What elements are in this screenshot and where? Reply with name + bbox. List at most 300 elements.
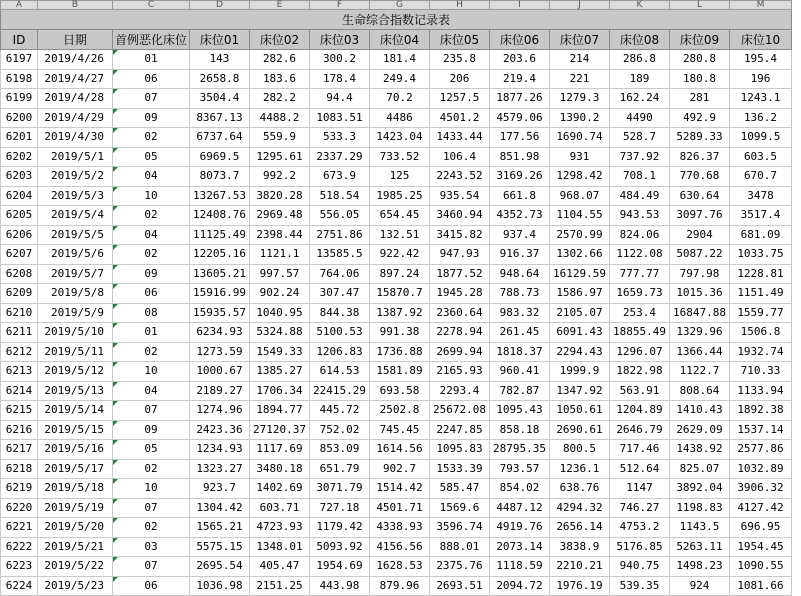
value-cell[interactable]: 3596.74 (430, 518, 490, 538)
value-cell[interactable]: 282.2 (250, 89, 310, 109)
bed-cell[interactable]: 04 (113, 381, 190, 401)
value-cell[interactable]: 1104.55 (550, 206, 610, 226)
column-header-letter[interactable]: L (670, 1, 730, 10)
value-cell[interactable]: 992.2 (250, 167, 310, 187)
value-cell[interactable]: 1822.98 (610, 362, 670, 382)
date-cell[interactable]: 2019/5/1 (38, 147, 113, 167)
id-cell[interactable]: 6204 (1, 186, 38, 206)
value-cell[interactable]: 2690.61 (550, 420, 610, 440)
value-cell[interactable]: 4156.56 (370, 537, 430, 557)
id-cell[interactable]: 6212 (1, 342, 38, 362)
value-cell[interactable]: 1296.07 (610, 342, 670, 362)
value-cell[interactable]: 670.7 (730, 167, 792, 187)
value-cell[interactable]: 1298.42 (550, 167, 610, 187)
value-cell[interactable]: 824.06 (610, 225, 670, 245)
value-cell[interactable]: 1204.89 (610, 401, 670, 421)
value-cell[interactable]: 195.4 (730, 50, 792, 70)
value-cell[interactable]: 2375.76 (430, 557, 490, 577)
value-cell[interactable]: 15935.57 (190, 303, 250, 323)
value-cell[interactable]: 854.02 (490, 479, 550, 499)
value-cell[interactable]: 1433.44 (430, 128, 490, 148)
value-cell[interactable]: 518.54 (310, 186, 370, 206)
value-cell[interactable]: 2629.09 (670, 420, 730, 440)
value-cell[interactable]: 1302.66 (550, 245, 610, 265)
value-cell[interactable]: 1179.42 (310, 518, 370, 538)
value-cell[interactable]: 253.4 (610, 303, 670, 323)
value-cell[interactable]: 1234.93 (190, 440, 250, 460)
column-header[interactable]: 日期 (38, 30, 113, 50)
date-cell[interactable]: 2019/5/6 (38, 245, 113, 265)
value-cell[interactable]: 1581.89 (370, 362, 430, 382)
value-cell[interactable]: 5575.15 (190, 537, 250, 557)
value-cell[interactable]: 888.01 (430, 537, 490, 557)
bed-cell[interactable]: 02 (113, 459, 190, 479)
value-cell[interactable]: 221 (550, 69, 610, 89)
value-cell[interactable]: 2105.07 (550, 303, 610, 323)
value-cell[interactable]: 4919.76 (490, 518, 550, 538)
value-cell[interactable]: 4487.12 (490, 498, 550, 518)
value-cell[interactable]: 1945.28 (430, 284, 490, 304)
value-cell[interactable]: 6969.5 (190, 147, 250, 167)
column-header[interactable]: 床位03 (310, 30, 370, 50)
value-cell[interactable]: 28795.35 (490, 440, 550, 460)
bed-cell[interactable]: 07 (113, 557, 190, 577)
value-cell[interactable]: 1122.08 (610, 245, 670, 265)
value-cell[interactable]: 528.7 (610, 128, 670, 148)
value-cell[interactable]: 1348.01 (250, 537, 310, 557)
value-cell[interactable]: 2278.94 (430, 323, 490, 343)
value-cell[interactable]: 2699.94 (430, 342, 490, 362)
value-cell[interactable]: 968.07 (550, 186, 610, 206)
value-cell[interactable]: 947.93 (430, 245, 490, 265)
value-cell[interactable]: 793.57 (490, 459, 550, 479)
value-cell[interactable]: 206 (430, 69, 490, 89)
id-cell[interactable]: 6209 (1, 284, 38, 304)
value-cell[interactable]: 770.68 (670, 167, 730, 187)
value-cell[interactable]: 25672.08 (430, 401, 490, 421)
column-header-letter[interactable]: H (430, 1, 490, 10)
value-cell[interactable]: 286.8 (610, 50, 670, 70)
bed-cell[interactable]: 07 (113, 89, 190, 109)
value-cell[interactable]: 2656.14 (550, 518, 610, 538)
column-header[interactable]: 首例恶化床位 (113, 30, 190, 50)
value-cell[interactable]: 943.53 (610, 206, 670, 226)
value-cell[interactable]: 4294.32 (550, 498, 610, 518)
value-cell[interactable]: 4486 (370, 108, 430, 128)
bed-cell[interactable]: 02 (113, 245, 190, 265)
value-cell[interactable]: 2570.99 (550, 225, 610, 245)
bed-cell[interactable]: 05 (113, 147, 190, 167)
value-cell[interactable]: 2151.25 (250, 576, 310, 596)
date-cell[interactable]: 2019/5/10 (38, 323, 113, 343)
value-cell[interactable]: 708.1 (610, 167, 670, 187)
date-cell[interactable]: 2019/5/15 (38, 420, 113, 440)
column-header-letter[interactable]: A (1, 1, 38, 10)
column-header-letter[interactable]: G (370, 1, 430, 10)
date-cell[interactable]: 2019/5/11 (38, 342, 113, 362)
value-cell[interactable]: 1147 (610, 479, 670, 499)
value-cell[interactable]: 22415.29 (310, 381, 370, 401)
value-cell[interactable]: 1892.38 (730, 401, 792, 421)
value-cell[interactable]: 693.58 (370, 381, 430, 401)
value-cell[interactable]: 1228.81 (730, 264, 792, 284)
date-cell[interactable]: 2019/5/23 (38, 576, 113, 596)
value-cell[interactable]: 788.73 (490, 284, 550, 304)
value-cell[interactable]: 15870.7 (370, 284, 430, 304)
id-cell[interactable]: 6206 (1, 225, 38, 245)
value-cell[interactable]: 70.2 (370, 89, 430, 109)
date-cell[interactable]: 2019/5/7 (38, 264, 113, 284)
value-cell[interactable]: 1894.77 (250, 401, 310, 421)
id-cell[interactable]: 6197 (1, 50, 38, 70)
value-cell[interactable]: 3504.4 (190, 89, 250, 109)
value-cell[interactable]: 203.6 (490, 50, 550, 70)
column-header-letter[interactable]: B (38, 1, 113, 10)
value-cell[interactable]: 181.4 (370, 50, 430, 70)
value-cell[interactable]: 902.7 (370, 459, 430, 479)
value-cell[interactable]: 1133.94 (730, 381, 792, 401)
value-cell[interactable]: 1236.1 (550, 459, 610, 479)
value-cell[interactable]: 12205.16 (190, 245, 250, 265)
date-cell[interactable]: 2019/4/30 (38, 128, 113, 148)
value-cell[interactable]: 1976.19 (550, 576, 610, 596)
value-cell[interactable]: 1033.75 (730, 245, 792, 265)
column-header-letter[interactable]: D (190, 1, 250, 10)
value-cell[interactable]: 8073.7 (190, 167, 250, 187)
value-cell[interactable]: 808.64 (670, 381, 730, 401)
value-cell[interactable]: 737.92 (610, 147, 670, 167)
value-cell[interactable]: 940.75 (610, 557, 670, 577)
value-cell[interactable]: 214 (550, 50, 610, 70)
value-cell[interactable]: 512.64 (610, 459, 670, 479)
value-cell[interactable]: 132.51 (370, 225, 430, 245)
value-cell[interactable]: 6737.64 (190, 128, 250, 148)
value-cell[interactable]: 1257.5 (430, 89, 490, 109)
value-cell[interactable]: 924 (670, 576, 730, 596)
column-header-letter[interactable]: E (250, 1, 310, 10)
value-cell[interactable]: 445.72 (310, 401, 370, 421)
value-cell[interactable]: 1954.45 (730, 537, 792, 557)
value-cell[interactable]: 717.46 (610, 440, 670, 460)
value-cell[interactable]: 4352.73 (490, 206, 550, 226)
value-cell[interactable]: 844.38 (310, 303, 370, 323)
value-cell[interactable]: 825.07 (670, 459, 730, 479)
column-header[interactable]: 床位09 (670, 30, 730, 50)
value-cell[interactable]: 183.6 (250, 69, 310, 89)
value-cell[interactable]: 13605.21 (190, 264, 250, 284)
value-cell[interactable]: 5100.53 (310, 323, 370, 343)
date-cell[interactable]: 2019/5/22 (38, 557, 113, 577)
value-cell[interactable]: 2337.29 (310, 147, 370, 167)
value-cell[interactable]: 1533.39 (430, 459, 490, 479)
value-cell[interactable]: 16129.59 (550, 264, 610, 284)
value-cell[interactable]: 745.45 (370, 420, 430, 440)
value-cell[interactable]: 4753.2 (610, 518, 670, 538)
value-cell[interactable]: 94.4 (310, 89, 370, 109)
value-cell[interactable]: 13267.53 (190, 186, 250, 206)
value-cell[interactable]: 782.87 (490, 381, 550, 401)
value-cell[interactable]: 2094.72 (490, 576, 550, 596)
id-cell[interactable]: 6224 (1, 576, 38, 596)
date-cell[interactable]: 2019/4/26 (38, 50, 113, 70)
date-cell[interactable]: 2019/5/14 (38, 401, 113, 421)
value-cell[interactable]: 219.4 (490, 69, 550, 89)
bed-cell[interactable]: 02 (113, 518, 190, 538)
value-cell[interactable]: 1954.69 (310, 557, 370, 577)
value-cell[interactable]: 539.35 (610, 576, 670, 596)
value-cell[interactable]: 3169.26 (490, 167, 550, 187)
value-cell[interactable]: 4488.2 (250, 108, 310, 128)
value-cell[interactable]: 2423.36 (190, 420, 250, 440)
value-cell[interactable]: 162.24 (610, 89, 670, 109)
value-cell[interactable]: 249.4 (370, 69, 430, 89)
value-cell[interactable]: 280.8 (670, 50, 730, 70)
value-cell[interactable]: 997.57 (250, 264, 310, 284)
value-cell[interactable]: 180.8 (670, 69, 730, 89)
value-cell[interactable]: 1295.61 (250, 147, 310, 167)
id-cell[interactable]: 6222 (1, 537, 38, 557)
value-cell[interactable]: 2751.86 (310, 225, 370, 245)
value-cell[interactable]: 4501.71 (370, 498, 430, 518)
value-cell[interactable]: 948.64 (490, 264, 550, 284)
id-cell[interactable]: 6223 (1, 557, 38, 577)
bed-cell[interactable]: 01 (113, 50, 190, 70)
value-cell[interactable]: 2693.51 (430, 576, 490, 596)
value-cell[interactable]: 1143.5 (670, 518, 730, 538)
date-cell[interactable]: 2019/5/8 (38, 284, 113, 304)
value-cell[interactable]: 733.52 (370, 147, 430, 167)
value-cell[interactable]: 492.9 (670, 108, 730, 128)
value-cell[interactable]: 6091.43 (550, 323, 610, 343)
id-cell[interactable]: 6207 (1, 245, 38, 265)
column-header-letter[interactable]: M (730, 1, 792, 10)
value-cell[interactable]: 1586.97 (550, 284, 610, 304)
bed-cell[interactable]: 06 (113, 576, 190, 596)
value-cell[interactable]: 405.47 (250, 557, 310, 577)
id-cell[interactable]: 6208 (1, 264, 38, 284)
id-cell[interactable]: 6213 (1, 362, 38, 382)
value-cell[interactable]: 1537.14 (730, 420, 792, 440)
value-cell[interactable]: 1015.36 (670, 284, 730, 304)
value-cell[interactable]: 307.47 (310, 284, 370, 304)
value-cell[interactable]: 673.9 (310, 167, 370, 187)
value-cell[interactable]: 125 (370, 167, 430, 187)
value-cell[interactable]: 4127.42 (730, 498, 792, 518)
value-cell[interactable]: 2658.8 (190, 69, 250, 89)
value-cell[interactable]: 5093.92 (310, 537, 370, 557)
value-cell[interactable]: 1736.88 (370, 342, 430, 362)
date-cell[interactable]: 2019/4/28 (38, 89, 113, 109)
value-cell[interactable]: 1385.27 (250, 362, 310, 382)
value-cell[interactable]: 559.9 (250, 128, 310, 148)
value-cell[interactable]: 3517.4 (730, 206, 792, 226)
value-cell[interactable]: 1118.59 (490, 557, 550, 577)
value-cell[interactable]: 2243.52 (430, 167, 490, 187)
value-cell[interactable]: 1050.61 (550, 401, 610, 421)
value-cell[interactable]: 196 (730, 69, 792, 89)
value-cell[interactable]: 1877.26 (490, 89, 550, 109)
id-cell[interactable]: 6205 (1, 206, 38, 226)
value-cell[interactable]: 13585.5 (310, 245, 370, 265)
value-cell[interactable]: 3820.28 (250, 186, 310, 206)
value-cell[interactable]: 614.53 (310, 362, 370, 382)
bed-cell[interactable]: 05 (113, 440, 190, 460)
bed-cell[interactable]: 02 (113, 342, 190, 362)
value-cell[interactable]: 4501.2 (430, 108, 490, 128)
value-cell[interactable]: 931 (550, 147, 610, 167)
column-header[interactable]: 床位10 (730, 30, 792, 50)
value-cell[interactable]: 281 (670, 89, 730, 109)
value-cell[interactable]: 11125.49 (190, 225, 250, 245)
date-cell[interactable]: 2019/5/4 (38, 206, 113, 226)
id-cell[interactable]: 6219 (1, 479, 38, 499)
date-cell[interactable]: 2019/5/5 (38, 225, 113, 245)
value-cell[interactable]: 6234.93 (190, 323, 250, 343)
value-cell[interactable]: 1387.92 (370, 303, 430, 323)
value-cell[interactable]: 443.98 (310, 576, 370, 596)
value-cell[interactable]: 1000.67 (190, 362, 250, 382)
value-cell[interactable]: 585.47 (430, 479, 490, 499)
bed-cell[interactable]: 01 (113, 323, 190, 343)
value-cell[interactable]: 960.41 (490, 362, 550, 382)
bed-cell[interactable]: 04 (113, 167, 190, 187)
value-cell[interactable]: 1122.7 (670, 362, 730, 382)
value-cell[interactable]: 1151.49 (730, 284, 792, 304)
value-cell[interactable]: 1121.1 (250, 245, 310, 265)
value-cell[interactable]: 826.37 (670, 147, 730, 167)
value-cell[interactable]: 638.76 (550, 479, 610, 499)
value-cell[interactable]: 2695.54 (190, 557, 250, 577)
bed-cell[interactable]: 10 (113, 362, 190, 382)
value-cell[interactable]: 879.96 (370, 576, 430, 596)
value-cell[interactable]: 2189.27 (190, 381, 250, 401)
value-cell[interactable]: 1877.52 (430, 264, 490, 284)
value-cell[interactable]: 1366.44 (670, 342, 730, 362)
value-cell[interactable]: 1117.69 (250, 440, 310, 460)
id-cell[interactable]: 6199 (1, 89, 38, 109)
value-cell[interactable]: 106.4 (430, 147, 490, 167)
bed-cell[interactable]: 09 (113, 264, 190, 284)
value-cell[interactable]: 752.02 (310, 420, 370, 440)
value-cell[interactable]: 3071.79 (310, 479, 370, 499)
column-header[interactable]: 床位04 (370, 30, 430, 50)
value-cell[interactable]: 5263.11 (670, 537, 730, 557)
value-cell[interactable]: 177.56 (490, 128, 550, 148)
value-cell[interactable]: 1081.66 (730, 576, 792, 596)
column-header[interactable]: 床位02 (250, 30, 310, 50)
value-cell[interactable]: 654.45 (370, 206, 430, 226)
date-cell[interactable]: 2019/5/9 (38, 303, 113, 323)
value-cell[interactable]: 5176.85 (610, 537, 670, 557)
id-cell[interactable]: 6214 (1, 381, 38, 401)
value-cell[interactable]: 1243.1 (730, 89, 792, 109)
value-cell[interactable]: 136.2 (730, 108, 792, 128)
column-header[interactable]: 床位07 (550, 30, 610, 50)
value-cell[interactable]: 1390.2 (550, 108, 610, 128)
value-cell[interactable]: 1706.34 (250, 381, 310, 401)
value-cell[interactable]: 8367.13 (190, 108, 250, 128)
value-cell[interactable]: 261.45 (490, 323, 550, 343)
value-cell[interactable]: 746.27 (610, 498, 670, 518)
column-header[interactable]: 床位01 (190, 30, 250, 50)
value-cell[interactable]: 2247.85 (430, 420, 490, 440)
bed-cell[interactable]: 10 (113, 479, 190, 499)
date-cell[interactable]: 2019/4/29 (38, 108, 113, 128)
value-cell[interactable]: 1628.53 (370, 557, 430, 577)
value-cell[interactable]: 1565.21 (190, 518, 250, 538)
value-cell[interactable]: 2293.4 (430, 381, 490, 401)
value-cell[interactable]: 4490 (610, 108, 670, 128)
value-cell[interactable]: 1614.56 (370, 440, 430, 460)
value-cell[interactable]: 2969.48 (250, 206, 310, 226)
value-cell[interactable]: 1347.92 (550, 381, 610, 401)
column-header[interactable]: 床位06 (490, 30, 550, 50)
value-cell[interactable]: 2577.86 (730, 440, 792, 460)
value-cell[interactable]: 5087.22 (670, 245, 730, 265)
date-cell[interactable]: 2019/5/13 (38, 381, 113, 401)
value-cell[interactable]: 603.71 (250, 498, 310, 518)
value-cell[interactable]: 853.09 (310, 440, 370, 460)
value-cell[interactable]: 3460.94 (430, 206, 490, 226)
value-cell[interactable]: 15916.99 (190, 284, 250, 304)
value-cell[interactable]: 1206.83 (310, 342, 370, 362)
value-cell[interactable]: 143 (190, 50, 250, 70)
value-cell[interactable]: 991.38 (370, 323, 430, 343)
value-cell[interactable]: 1985.25 (370, 186, 430, 206)
id-cell[interactable]: 6220 (1, 498, 38, 518)
value-cell[interactable]: 533.3 (310, 128, 370, 148)
date-cell[interactable]: 2019/5/16 (38, 440, 113, 460)
value-cell[interactable]: 556.05 (310, 206, 370, 226)
value-cell[interactable]: 1690.74 (550, 128, 610, 148)
value-cell[interactable]: 1932.74 (730, 342, 792, 362)
value-cell[interactable]: 764.06 (310, 264, 370, 284)
value-cell[interactable]: 1438.92 (670, 440, 730, 460)
sheet-title[interactable]: 生命综合指数记录表 (1, 10, 792, 30)
value-cell[interactable]: 3838.9 (550, 537, 610, 557)
value-cell[interactable]: 5289.33 (670, 128, 730, 148)
bed-cell[interactable]: 04 (113, 225, 190, 245)
value-cell[interactable]: 2360.64 (430, 303, 490, 323)
value-cell[interactable]: 727.18 (310, 498, 370, 518)
date-cell[interactable]: 2019/4/27 (38, 69, 113, 89)
column-header-letter[interactable]: F (310, 1, 370, 10)
date-cell[interactable]: 2019/5/20 (38, 518, 113, 538)
value-cell[interactable]: 777.77 (610, 264, 670, 284)
value-cell[interactable]: 18855.49 (610, 323, 670, 343)
bed-cell[interactable]: 06 (113, 284, 190, 304)
value-cell[interactable]: 1999.9 (550, 362, 610, 382)
value-cell[interactable]: 858.18 (490, 420, 550, 440)
value-cell[interactable]: 1036.98 (190, 576, 250, 596)
id-cell[interactable]: 6217 (1, 440, 38, 460)
date-cell[interactable]: 2019/5/21 (38, 537, 113, 557)
value-cell[interactable]: 1099.5 (730, 128, 792, 148)
value-cell[interactable]: 1506.8 (730, 323, 792, 343)
value-cell[interactable]: 16847.88 (670, 303, 730, 323)
bed-cell[interactable]: 09 (113, 420, 190, 440)
value-cell[interactable]: 630.64 (670, 186, 730, 206)
value-cell[interactable]: 797.98 (670, 264, 730, 284)
column-header-letter[interactable]: C (113, 1, 190, 10)
value-cell[interactable]: 1095.43 (490, 401, 550, 421)
value-cell[interactable]: 696.95 (730, 518, 792, 538)
value-cell[interactable]: 1818.37 (490, 342, 550, 362)
value-cell[interactable]: 651.79 (310, 459, 370, 479)
value-cell[interactable]: 1498.23 (670, 557, 730, 577)
id-cell[interactable]: 6202 (1, 147, 38, 167)
value-cell[interactable]: 3097.76 (670, 206, 730, 226)
